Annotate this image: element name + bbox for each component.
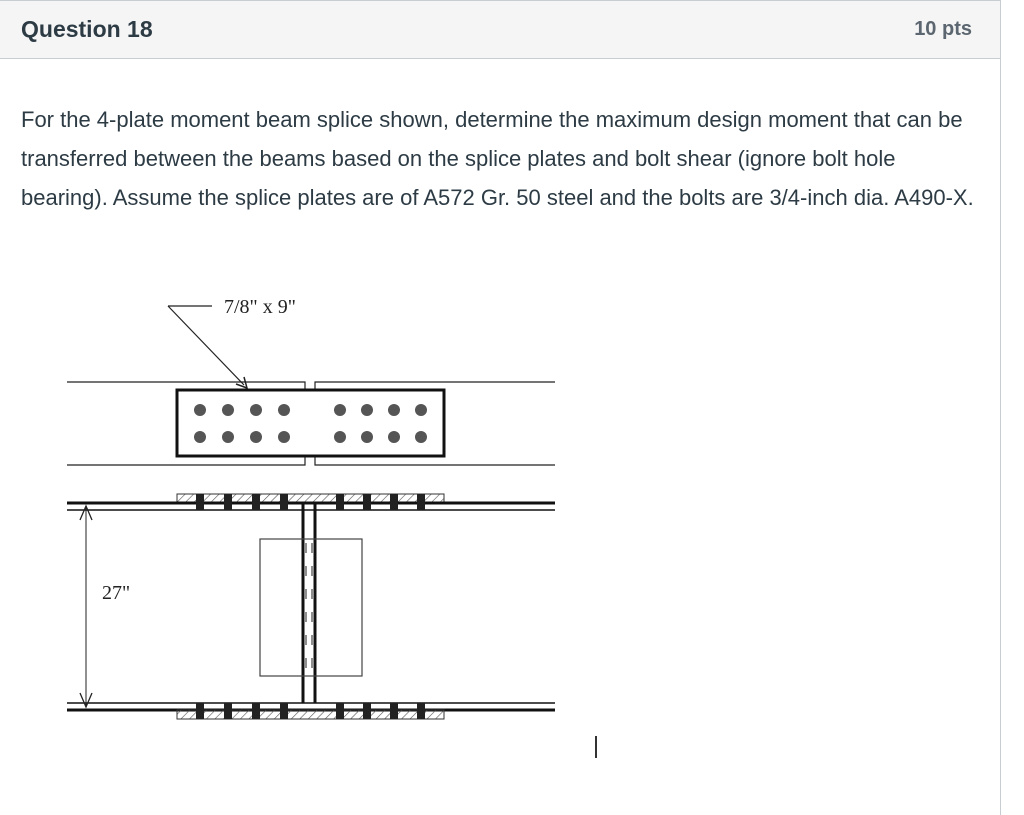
text-cursor: [595, 736, 597, 758]
bolt-group-left: [194, 404, 290, 443]
elevation-top-flange: [67, 494, 555, 510]
web-splice-plate: [260, 539, 362, 676]
plate-size-label: 7/8" x 9": [224, 296, 296, 318]
bolt-group-right: [334, 404, 427, 443]
depth-dimension: [80, 506, 92, 707]
question-title: Question 18: [21, 16, 153, 42]
splice-figure: [0, 280, 600, 750]
question-text: For the 4-plate moment beam splice shown, determine the maximum design moment that can be transferred between the beams based on the splice plates and bolt shear (ignore bolt hole bearing). Assume the splice plates are of A572 Gr. 50 steel and the bolts are 3/4-inch dia. A490-X.: [21, 107, 974, 210]
beam-splice-diagram: [0, 280, 600, 750]
top-splice-plate: [177, 390, 444, 456]
depth-label: 27": [102, 582, 131, 604]
question-header: [0, 0, 1000, 59]
top-view-flanges: [67, 382, 555, 465]
leader-arrow: [168, 306, 247, 388]
elevation-bottom-flange: [67, 703, 555, 719]
elevation-web: [260, 503, 362, 703]
question-points: 10 pts: [914, 18, 972, 40]
